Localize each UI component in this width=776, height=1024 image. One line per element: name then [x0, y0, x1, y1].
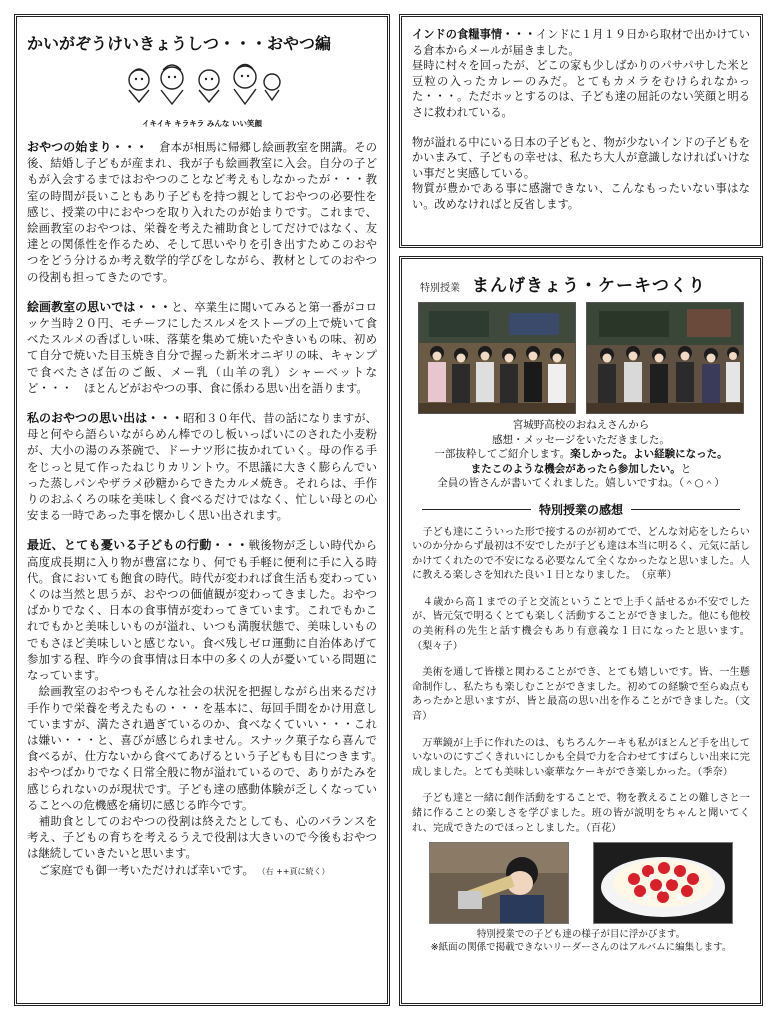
special-class-title	[420, 271, 750, 296]
activity-photos	[412, 842, 750, 924]
footer-line-2: ※紙面の関係で掲載できないリーダーさんのはアルバムに編集します。	[430, 942, 732, 954]
child-kaleidoscope-photo	[429, 842, 569, 924]
special-class-tag: 特別授業	[420, 283, 460, 294]
para-my-snack-heading: 私のおやつの思い出は・・・	[27, 411, 184, 426]
para-origin	[27, 139, 377, 285]
caption-line-4	[412, 462, 750, 477]
impression-3: 美術を通して皆様と関わることができ、とても嬉しいです。皆、一生懸命制作し、私たちも楽しむことができました。初めての経験で至らぬ点もあったかと思いますが、皆と最高の思い出を作ることができました。（文音）	[412, 667, 750, 723]
india-food-box	[399, 14, 763, 248]
impression-4: 万華鏡が上手に作れたのは、もちろんケーキも私がほとんど手を出していないのにすごくきれいにしかも全員で力を合わせてすばらしい出来に完成しました。とても美味しい豪華なケーキができ楽しかった。（季奈）	[412, 737, 750, 778]
para-recent-heading: 最近、とても憂いる子どもの行動・・・	[27, 538, 249, 553]
page-title: かいがぞうけいきょうしつ・・・おやつ編	[27, 34, 332, 53]
footer-line-1: 特別授業での子ども達の様子が目に浮かびます。	[476, 929, 686, 941]
para-memories-heading: 絵画教室の思いでは・・・	[27, 299, 172, 314]
special-class-box	[399, 256, 763, 1006]
para-closing	[27, 862, 377, 880]
strawberry-cake-photo	[593, 842, 733, 924]
para-memories-text: と、卒業生に聞いてみると第一番がコロッケ当時２０円、モチーフにしたスルメをストーブの上で焼いて食べたスルメの香ばしい味、落葉を集めて焼いたやきいもの味、初めて自分で焼いた目玉焼き自分で握った新米オニギリの味、キャンプで食べたさば缶のご飯、メー乳（山羊の乳）シャーベットなど・・・ ほとんどがおやつの事、食に係わる思い出を語ります。	[27, 299, 377, 395]
caption-line-3-text: 一部抜粋してご紹介します。	[434, 448, 571, 460]
left-column	[14, 14, 390, 1006]
caption-line-4-text: と	[680, 462, 692, 475]
student-photos	[412, 302, 750, 414]
impression-2: ４歳から高１までの子と交流ということで上手く話せるか不安でしたが、皆元気で明るくとても楽しく活動することができました。他にも他校の美術科の先生と話す機会もあり有意義な１日になったと思います。（梨々子）	[412, 596, 750, 652]
divider-left	[422, 509, 531, 510]
para-recent-text: 戦後物が乏しい時代から高度成長期に入り物が豊富になり、何でも手軽に便利に手に入る時代。食においても飽食の時代。時代が変われば食生活も変わっていくのは当然と思うが、おやつの価値観が変わってきました。おやつばかりでなく、日本の食事情が変わってきています。これでもかこれでもかと美味しいものが溢れ、いつも満腹状態で、美味しいものでもさほど美味しいと感じない。食べ残しゼロ運動に自治体あげて参加する程、昨今の食事情は日本中の多くの人が憂いている問題になっています。	[27, 538, 377, 683]
students-photo-1	[418, 302, 576, 414]
impression-5: 子ども達と一緒に創作活動をすることで、物を教えることの難しさと一緒に作ることの楽しさを学びました。班の皆が説明をちゃんと聞いてくれ、完成できたのでほっとしました。（百花）	[412, 793, 750, 834]
para-origin-text: 倉本が相馬に帰郷し絵画教室を開講。その後、結婚し子どもが産まれ、我が子も絵画教室に入会。自分の子どもが入会するまではおやつのことなど考えもしなかったが・・・教室の時間が長いこともあり子どもを持つ親としておやつの必要性を感じ、授業の中におやつを取り入れたのが始まりです。これまで、絵画教室のおやつは、栄養を考えた補助食としてだけではなく、友達との関係性を作るため、そして思いやりを引き出すためこのおやつをどう分けるか考え数学的学びをしながら、教材としてのおやつの役割も担ってきたのです。	[27, 140, 377, 284]
logo-caption: イキイキ キラキラ みんな いい笑顔	[141, 119, 263, 128]
caption-line-3-emphasis: 楽しかった。よい経験になった。	[570, 448, 728, 460]
para-my-snack-text: 昭和３０年代、昔の話になりますが、母と何やら語らいながらめん棒でのし板いっぱいにのされた小麦粉が、大小の湯のみ茶碗で、ドーナツ形に抜かれていく。母の作る手をじっと見て作ったねじりカリントウ。不思議に大きく膨らんでいった蒸しパンやザラメ砂糖からできたカルメ焼き。それらは、手作りのおふくろの味を美味しく食べるだけではなく、忙しい母との心安まる一時であった事を懐かしく思い出されます。	[27, 411, 377, 523]
impression-1: 子ども達にこういった形で接するのが初めてで、どんな対応をしたらいいのか分からず最初は不安でしたが子ども達は本当に明るく、元気に話しかけてくれたので不安になる必要なんて全くなかったなと思いました。人に教える楽しさを知れた良い１日となりました。 （京華）	[412, 526, 750, 582]
footer-notes	[412, 928, 750, 954]
para-recent	[27, 537, 377, 683]
caption-line-2: 感想・メッセージをいただきました。	[492, 433, 670, 446]
india-text-1: インドに１月１９日から取材で出かけている倉本からメールが届きました。 昼時に村々を回ったが、どこの家も少しばかりのパサパサした米と豆粒の入ったカレーのみだ。とてもカメラをむけられなかった・・・。ただホッとするのは、子ども達の屈託のない笑顔と明るさに救われている。	[412, 28, 750, 119]
students-photo-2	[586, 302, 744, 414]
divider-right	[631, 509, 740, 510]
photo-caption	[412, 418, 750, 491]
para-role: 補助食としてのおやつの役割は終えたとしても、心のバランスを考え、子どもの育ちを考えるうえで役割は大きいので今後もおやつは継続していきたいと思います。	[27, 813, 377, 861]
india-para-1	[412, 27, 750, 121]
india-para-2: 物が溢れる中にいる日本の子どもと、物が少ないインドの子どもをかいまみて、子どもの幸せは、私たち大人が意識しなければいけない事だと実感している。 物質が豊かである事に感謝できない、こんなもったいない事はない。改めなければと反省します。	[412, 135, 750, 211]
para-memories	[27, 299, 377, 396]
children-drawing-logo	[117, 60, 287, 118]
caption-line-4-emphasis: またこのような機会があったら参加したい。	[470, 462, 681, 475]
impressions-heading	[422, 501, 740, 518]
para-my-snack	[27, 410, 377, 523]
caption-line-5: 全員の皆さんが書いてくれました。嬉しいですね。（＾○＾）	[437, 477, 725, 489]
closing-text: ご家庭でも御一考いただければ幸いです。	[27, 862, 254, 877]
caption-line-1: 宮城野高校のおねえさんから	[512, 419, 650, 431]
caption-line-3	[412, 447, 750, 462]
special-class-name: まんげきょう・ケーキつくり	[472, 276, 706, 296]
india-heading: インドの食糧事情・・・	[412, 28, 536, 41]
continued-note: （右 ++頁に続く）	[257, 866, 330, 876]
para-origin-heading: おやつの始まり・・・	[27, 140, 148, 154]
impressions-title: 特別授業の感想	[539, 502, 624, 517]
para-classroom-snack: 絵画教室のおやつもそんな社会の状況を把握しながら出来るだけ手作りで栄養を考えたもの・・・を基本に、毎回手間をかけ用意していますが、満たされ過ぎているのか、食べなくていい・・・これは嫌い・・・と、喜びが感じられません。スナック菓子なら喜んで食べるが、仕方ないから食べてあげるという子どもも目につきます。 おやつばかりでなく日常全般に物が溢れているので、ありがたみを感じられないのが現状です。子ども達の感動体験が乏しくなっていることへの危機感を痛切に感じる昨今です。	[27, 684, 389, 812]
